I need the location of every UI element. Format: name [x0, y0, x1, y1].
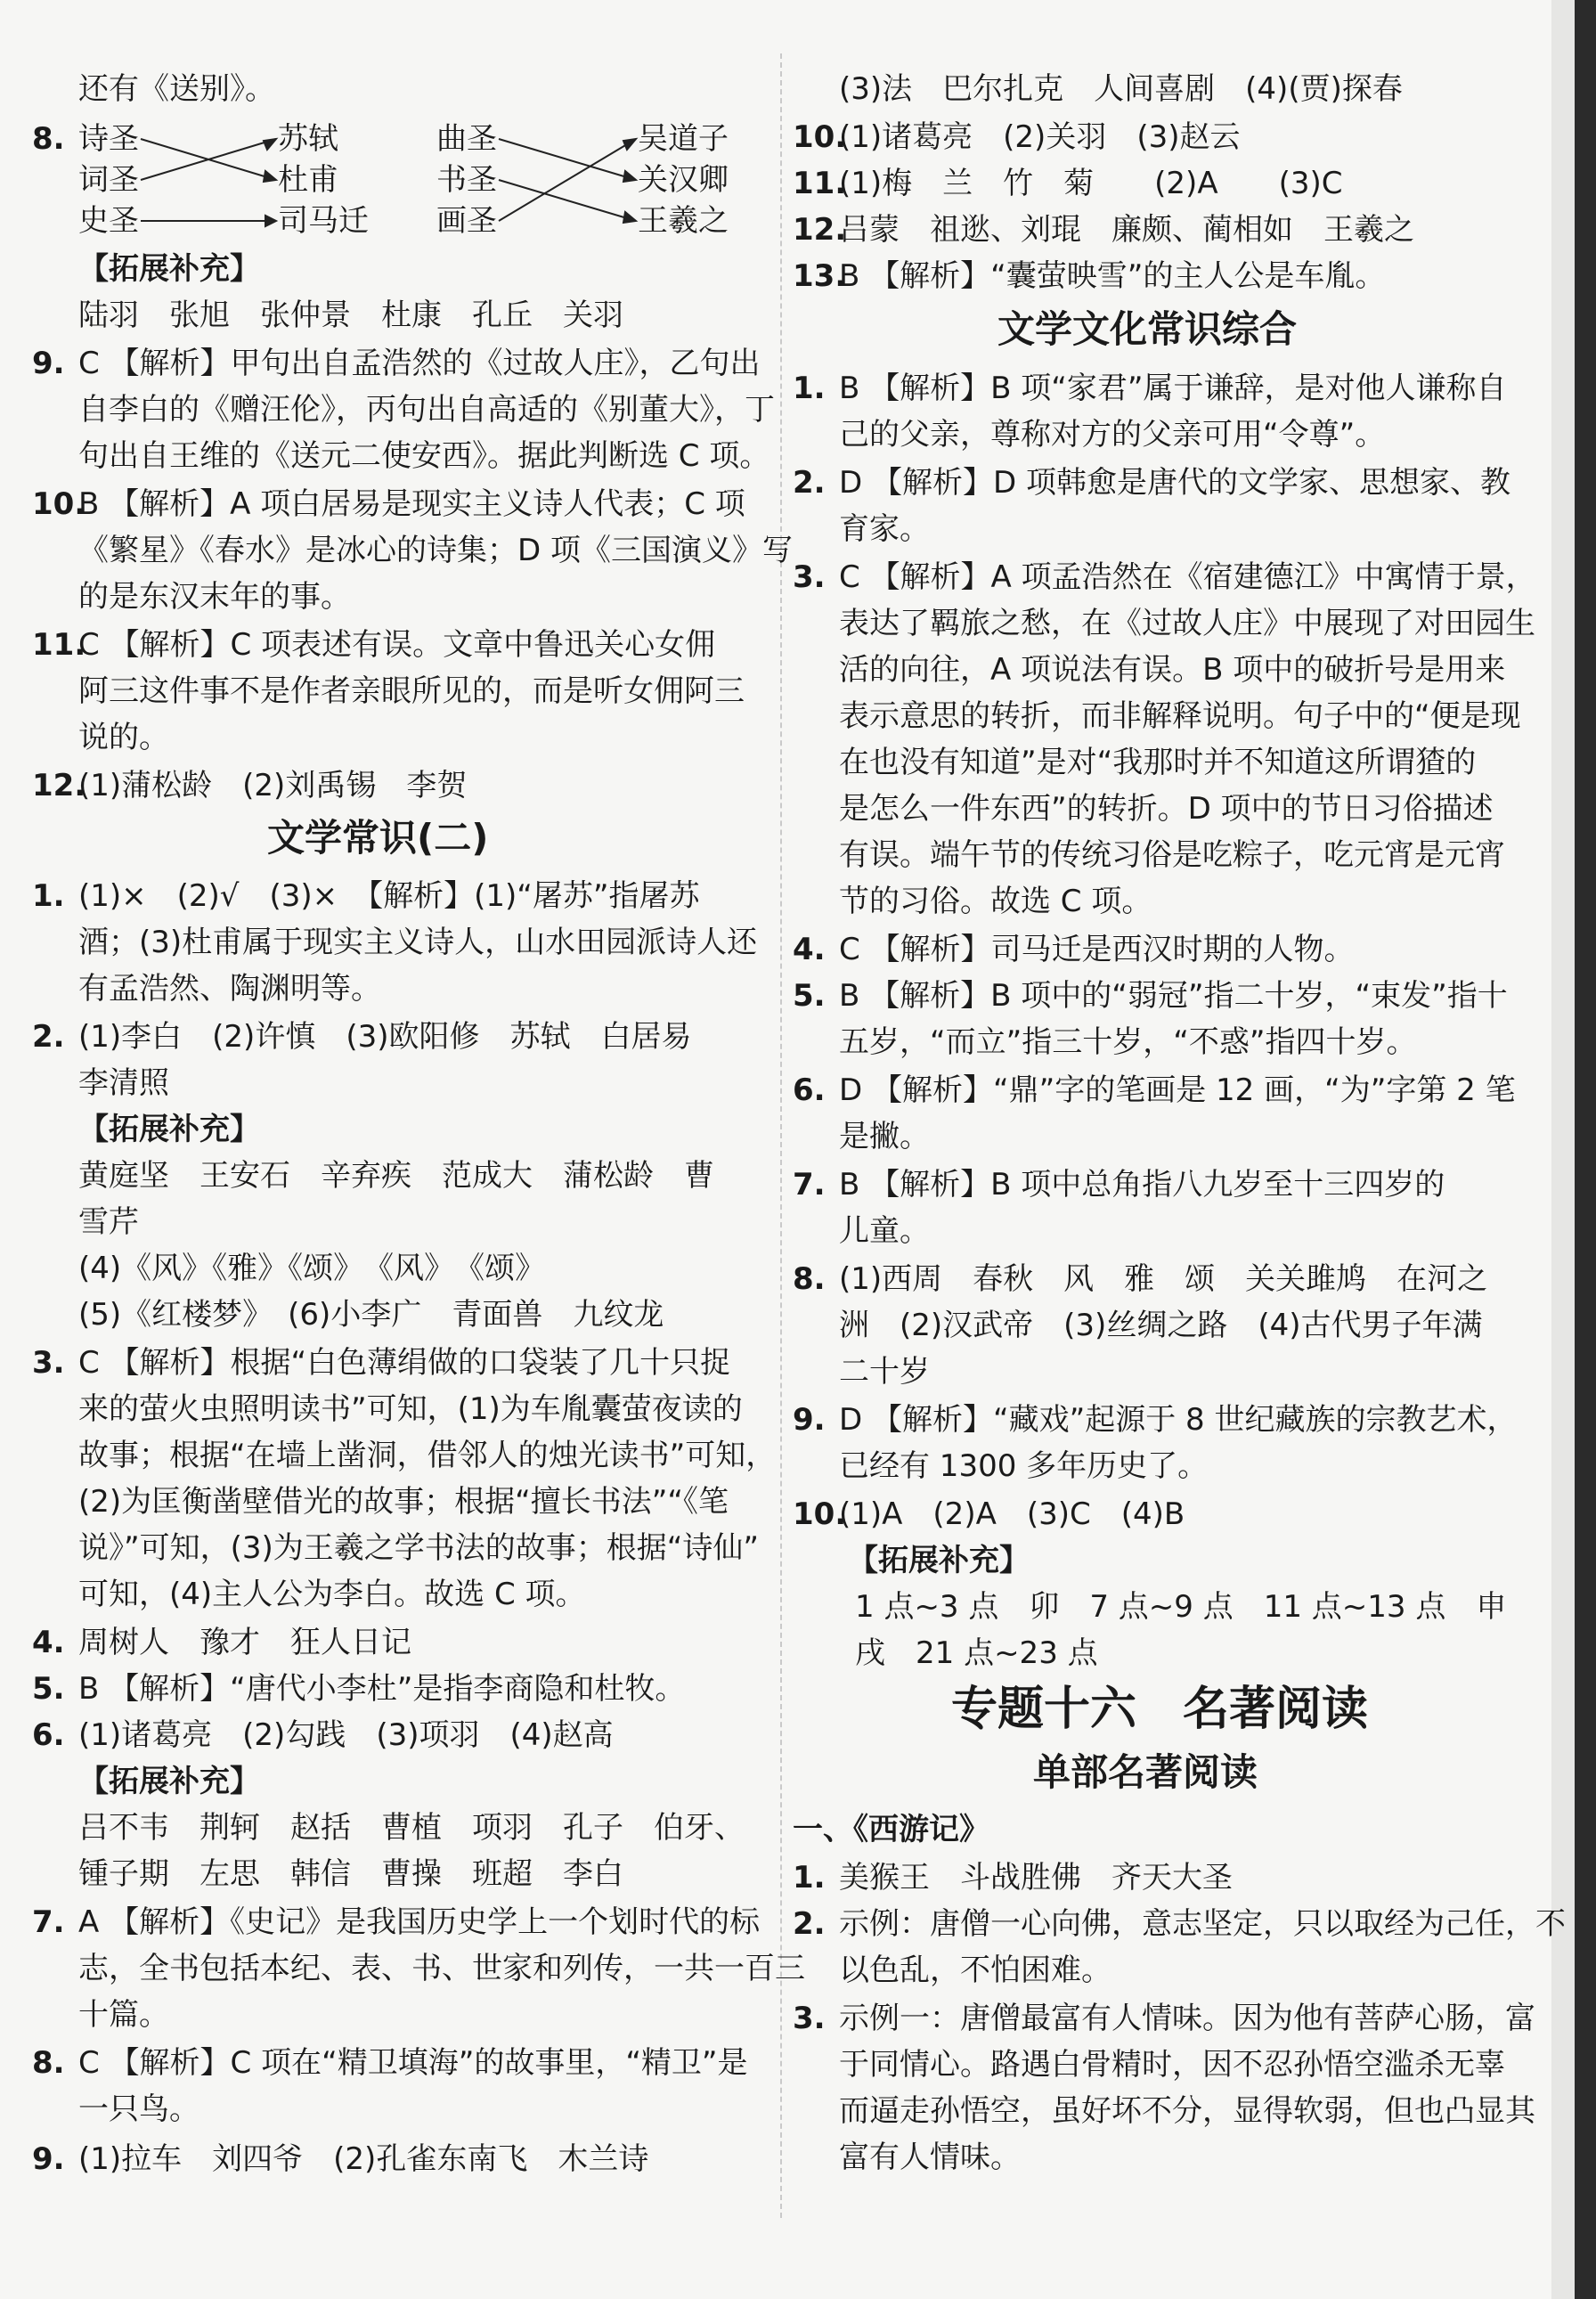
question-number: 2.	[793, 465, 826, 501]
text-line: 自李白的《赠汪伦》，丙句出自高适的《别董大》，丁	[78, 392, 775, 428]
question-number: 8.	[32, 121, 65, 157]
text-line: 在也没有知道”是对“我那时并不知道这所谓猹的	[839, 745, 1477, 780]
text-line: 是怎么一件东西”的转折。D 项中的节日习俗描述	[839, 791, 1494, 827]
text-line: (2)为匡衡凿壁借光的故事；根据“擅长书法”“《笔	[78, 1484, 729, 1520]
text-line: (1)李白 (2)许慎 (3)欧阳修 苏轼 白居易	[78, 1019, 692, 1055]
text-line: 有误。端午节的传统习俗是吃粽子，吃元宵是元宵	[839, 837, 1505, 873]
text-line: D 【解析】“鼎”字的笔画是 12 画，“为”字第 2 笔	[839, 1072, 1516, 1108]
text-line: 黄庭坚 王安石 辛弃疾 范成大 蒲松龄 曹	[78, 1158, 714, 1194]
match-item: 史圣	[78, 203, 139, 239]
question-number: 10.	[793, 1496, 847, 1532]
text-line: 十篇。	[78, 1997, 169, 2033]
text-line: 吕不韦 荆轲 赵括 曹植 项羽 孔子 伯牙、	[78, 1810, 745, 1846]
text-line: 已经有 1300 多年历史了。	[839, 1448, 1209, 1484]
match-item: 苏轼	[278, 121, 338, 157]
question-number: 11.	[32, 627, 86, 663]
text-line: 于同情心。路遇白骨精时，因不忍孙悟空滥杀无辜	[839, 2047, 1505, 2083]
text-line: C 【解析】C 项在“精卫填海”的故事里，“精卫”是	[78, 2045, 748, 2081]
text-line: 是撇。	[839, 1119, 930, 1154]
text-line: B 【解析】A 项白居易是现实主义诗人代表；C 项	[78, 486, 745, 522]
text-line: 富有人情味。	[839, 2140, 1021, 2175]
match-arrow	[623, 212, 636, 223]
section-heading: 文学常识(二)	[267, 816, 489, 860]
match-item: 诗圣	[78, 121, 139, 157]
question-number: 1.	[793, 1860, 826, 1895]
question-number: 7.	[793, 1167, 826, 1202]
text-line: 以色乱，不怕困难。	[839, 1953, 1112, 1988]
matching-lines	[27, 0, 775, 267]
text-line: 还有《送别》。	[78, 71, 275, 107]
question-number: 1.	[32, 878, 65, 914]
question-number: 3.	[32, 1345, 65, 1381]
text-line: 故事；根据“在墙上凿洞，借邻人的烛光读书”可知，	[78, 1438, 777, 1473]
text-line: C 【解析】C 项表述有误。文章中鲁迅关心女佣	[78, 627, 716, 663]
match-line	[499, 139, 636, 180]
text-line: 来的萤火虫照明读书”可知，(1)为车胤囊萤夜读的	[78, 1391, 743, 1427]
match-arrow	[623, 171, 636, 182]
text-line: 周树人 豫才 狂人日记	[78, 1625, 411, 1660]
text-line: 节的习俗。故选 C 项。	[839, 884, 1152, 919]
question-number: 2.	[793, 1906, 826, 1942]
question-number: 5.	[793, 978, 826, 1014]
match-arrow	[264, 139, 276, 150]
question-number: 3.	[793, 559, 826, 595]
text-line: (1)× (2)√ (3)× 【解析】(1)“屠苏”指屠苏	[78, 878, 700, 914]
question-number: 10.	[32, 486, 86, 522]
match-line	[499, 180, 636, 221]
page-edge-binding	[1575, 0, 1596, 2299]
text-line: (5)《红楼梦》 (6)小李广 青面兽 九纹龙	[78, 1297, 664, 1333]
question-number: 11.	[793, 166, 847, 201]
text-line: (1)诸葛亮 (2)关羽 (3)赵云	[839, 119, 1241, 155]
subsection-title: 一、《西游记》	[793, 1812, 989, 1847]
text-line: B 【解析】“囊萤映雪”的主人公是车胤。	[839, 258, 1386, 294]
text-line: C 【解析】根据“白色薄绢做的口袋装了几十只捉	[78, 1345, 731, 1381]
text-line: (1)梅 兰 竹 菊 (2)A (3)C	[839, 166, 1343, 201]
text-line: 1 点~3 点 卯 7 点~9 点 11 点~13 点 申	[855, 1589, 1507, 1625]
text-line: 说的。	[78, 720, 169, 755]
text-line: 己的父亲，尊称对方的父亲可用“令尊”。	[839, 417, 1386, 452]
text-line: C 【解析】司马迁是西汉时期的人物。	[839, 932, 1355, 967]
text-line: D 【解析】“藏戏”起源于 8 世纪藏族的宗教艺术，	[839, 1402, 1518, 1438]
question-number: 9.	[793, 1402, 826, 1438]
match-item: 杜甫	[278, 162, 338, 198]
text-line: 李清照	[78, 1065, 169, 1101]
text-line: B 【解析】“唐代小李杜”是指李商隐和杜牧。	[78, 1671, 686, 1707]
question-number: 7.	[32, 1904, 65, 1940]
text-line: 《繁星》《春水》是冰心的诗集；D 项《三国演义》写	[78, 533, 793, 568]
text-line: 活的向往，A 项说法有误。B 项中的破折号是用来	[839, 652, 1506, 688]
text-line: 阿三这件事不是作者亲眼所见的，而是听女佣阿三	[78, 673, 745, 709]
text-line: 示例一：唐僧最富有人情味。因为他有菩萨心肠，富	[839, 2001, 1535, 2036]
text-line: 一只鸟。	[78, 2091, 200, 2127]
match-line	[499, 139, 636, 221]
text-line: 儿童。	[839, 1213, 930, 1249]
text-line: D 【解析】D 项韩愈是唐代的文学家、思想家、教	[839, 465, 1510, 501]
question-number: 12.	[32, 768, 86, 803]
match-arrow	[264, 171, 276, 182]
text-line: 五岁，“而立”指三十岁，“不惑”指四十岁。	[839, 1024, 1417, 1060]
question-number: 8.	[32, 2045, 65, 2081]
section-heading: 文学文化常识综合	[998, 307, 1298, 351]
question-number: 13.	[793, 258, 847, 294]
text-line: 酒；(3)杜甫属于现实主义诗人，山水田园派诗人还	[78, 925, 758, 960]
text-line: 锺子期 左思 韩信 曹操 班超 李白	[78, 1856, 623, 1892]
column-divider	[780, 53, 782, 2218]
text-line: 美猴王 斗战胜佛 齐天大圣	[839, 1860, 1233, 1895]
match-arrow	[265, 216, 276, 226]
question-number: 10.	[793, 119, 847, 155]
text-line: 育家。	[839, 511, 930, 547]
match-item: 书圣	[436, 162, 497, 198]
section-heading: 单部名著阅读	[1033, 1750, 1258, 1794]
text-line: 陆羽 张旭 张仲景 杜康 孔丘 关羽	[78, 298, 623, 333]
match-item: 关汉卿	[638, 162, 729, 198]
text-line: 而逼走孙悟空，虽好坏不分，显得软弱，但也凸显其	[839, 2093, 1535, 2129]
text-line: 示例：唐僧一心向佛，意志坚定，只以取经为己任，不	[839, 1906, 1566, 1942]
question-number: 4.	[32, 1625, 65, 1660]
text-line: 句出自王维的《送元二使安西》。据此判断选 C 项。	[78, 438, 770, 474]
question-number: 8.	[793, 1261, 826, 1297]
text-line: (4)《风》《雅》《颂》 《风》 《颂》	[78, 1251, 546, 1286]
text-line: B 【解析】B 项中的“弱冠”指二十岁，“束发”指十	[839, 978, 1508, 1014]
question-number: 9.	[32, 346, 65, 381]
text-line: 洲 (2)汉武帝 (3)丝绸之路 (4)古代男子年满	[839, 1308, 1483, 1343]
question-number: 6.	[793, 1072, 826, 1108]
text-line: 可知，(4)主人公为李白。故选 C 项。	[78, 1577, 586, 1612]
text-line: C 【解析】A 项孟浩然在《宿建德江》中寓情于景，	[839, 559, 1536, 595]
text-line: 志，全书包括本纪、表、书、世家和列传，一共一百三	[78, 1951, 805, 1986]
text-line: 有孟浩然、陶渊明等。	[78, 971, 381, 1007]
question-number: 2.	[32, 1019, 65, 1055]
text-line: 吕蒙 祖逖、刘琨 廉颇、蔺相如 王羲之	[839, 212, 1414, 248]
extension-tag: 【拓展补充】	[848, 1543, 1030, 1578]
text-line: (1)西周 春秋 风 雅 颂 关关雎鸠 在河之	[839, 1261, 1488, 1297]
match-item: 词圣	[78, 162, 139, 198]
match-arrow	[623, 139, 636, 150]
chapter-heading: 专题十六 名著阅读	[951, 1683, 1369, 1736]
text-line: (1)拉车 刘四爷 (2)孔雀东南飞 木兰诗	[78, 2141, 649, 2177]
question-number: 4.	[793, 932, 826, 967]
text-line: A 【解析】《史记》是我国历史学上一个划时代的标	[78, 1904, 761, 1940]
extension-tag: 【拓展补充】	[78, 1764, 260, 1799]
page-edge-shadow	[1551, 0, 1575, 2299]
question-number: 9.	[32, 2141, 65, 2177]
text-line: (3)法 巴尔扎克 人间喜剧 (4)(贾)探春	[839, 71, 1403, 107]
match-item: 司马迁	[278, 203, 369, 239]
question-number: 5.	[32, 1671, 65, 1707]
text-line: 表达了羁旅之愁，在《过故人庄》中展现了对田园生	[839, 606, 1535, 641]
question-number: 12.	[793, 212, 847, 248]
match-item: 曲圣	[436, 121, 497, 157]
match-item: 王羲之	[638, 203, 729, 239]
question-number: 1.	[793, 371, 826, 406]
text-line: 二十岁	[839, 1354, 930, 1390]
text-line: (1)蒲松龄 (2)刘禹锡 李贺	[78, 768, 468, 803]
text-line: B 【解析】B 项中总角指八九岁至十三四岁的	[839, 1167, 1445, 1202]
match-item: 画圣	[436, 203, 497, 239]
text-line: 的是东汉末年的事。	[78, 579, 351, 615]
text-line: 表示意思的转折，而非解释说明。句子中的“便是现	[839, 698, 1521, 734]
text-line: 雪芹	[78, 1204, 139, 1240]
text-line: (1)A (2)A (3)C (4)B	[839, 1496, 1185, 1532]
extension-tag: 【拓展补充】	[78, 1112, 260, 1147]
question-number: 3.	[793, 2001, 826, 2036]
text-line: B 【解析】B 项“家君”属于谦辞，是对他人谦称自	[839, 371, 1507, 406]
question-number: 6.	[32, 1717, 65, 1753]
text-line: C 【解析】甲句出自孟浩然的《过故人庄》，乙句出	[78, 346, 761, 381]
match-item: 吴道子	[638, 121, 729, 157]
text-line: 说》”可知，(3)为王羲之学书法的故事；根据“诗仙”	[78, 1530, 760, 1566]
text-line: 戌 21 点~23 点	[855, 1635, 1098, 1671]
text-line: (1)诸葛亮 (2)勾践 (3)项羽 (4)赵高	[78, 1717, 614, 1753]
extension-tag: 【拓展补充】	[78, 251, 260, 287]
